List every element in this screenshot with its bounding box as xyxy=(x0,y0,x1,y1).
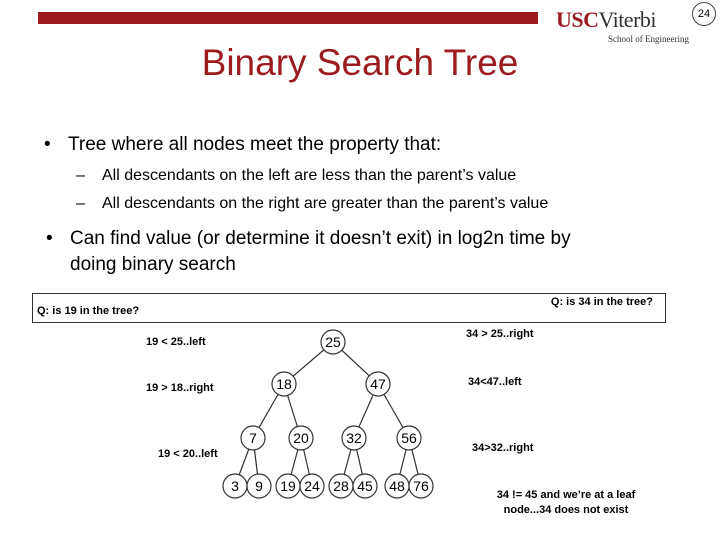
tree-node-label: 24 xyxy=(304,478,320,494)
tree-node-label: 56 xyxy=(401,430,417,446)
sub-bullet-1-text: All descendants on the left are less than the parent’s value xyxy=(102,167,517,184)
tree-node-label: 45 xyxy=(357,478,373,494)
logo-school: School of Engineering xyxy=(608,34,689,44)
tree-node-9 xyxy=(247,474,271,498)
tree-node-label: 32 xyxy=(346,430,362,446)
bullet-2-text-line1: Can find value (or determine it doesn’t exit) in log2n time by xyxy=(70,228,571,249)
tree-node-19 xyxy=(276,474,300,498)
question-left: Q: is 19 in the tree? xyxy=(37,305,140,317)
slide-title: Binary Search Tree xyxy=(201,42,519,83)
tree-node-7 xyxy=(241,426,265,450)
tree-node-18 xyxy=(272,372,296,396)
question-right: Q: is 34 in the tree? xyxy=(550,296,653,308)
tree-node-24 xyxy=(300,474,324,498)
tree-node-76 xyxy=(409,474,433,498)
right-annotation-2: 34<47..left xyxy=(468,376,522,388)
tree-node-label: 48 xyxy=(389,478,405,494)
right-annotation-3: 34>32..right xyxy=(472,442,534,454)
tree-node-label: 76 xyxy=(413,478,429,494)
left-annotation-1: 19 < 25..left xyxy=(146,336,206,348)
tree-node-label: 25 xyxy=(325,334,341,350)
logo-usc: USC xyxy=(556,7,599,32)
logo-viterbi: Viterbi xyxy=(598,7,657,32)
bullet-1-text: Tree where all nodes meet the property that: xyxy=(68,134,442,155)
tree-node-label: 20 xyxy=(293,430,309,446)
tree-node-3 xyxy=(223,474,247,498)
tree-node-56 xyxy=(397,426,421,450)
tree-node-20 xyxy=(289,426,313,450)
dash-marker: – xyxy=(76,195,85,212)
left-annotation-2: 19 > 18..right xyxy=(146,382,214,394)
tree-node-label: 28 xyxy=(333,478,349,494)
right-annotation-1: 34 > 25..right xyxy=(466,328,534,340)
tree-node-label: 19 xyxy=(280,478,296,494)
tree-node-48 xyxy=(385,474,409,498)
slide-number: 24 xyxy=(692,2,716,26)
tree-node-47 xyxy=(366,372,390,396)
tree-node-32 xyxy=(342,426,366,450)
tree-node-label: 47 xyxy=(370,376,386,392)
tree-node-label: 18 xyxy=(276,376,292,392)
conclusion-note: 34 != 45 and we’re at a leaf node...34 does not exist xyxy=(496,489,636,516)
bullet-2-text-line2: doing binary search xyxy=(70,254,236,275)
sub-bullet-2-text: All descendants on the right are greater than the parent’s value xyxy=(102,195,549,212)
left-annotation-3: 19 < 20..left xyxy=(158,448,218,460)
tree-node-28 xyxy=(329,474,353,498)
tree-node-label: 9 xyxy=(255,478,263,494)
tree-node-label: 3 xyxy=(231,478,239,494)
bullet-dot: • xyxy=(44,134,51,155)
dash-marker: – xyxy=(76,167,85,184)
bullet-dot: • xyxy=(46,228,53,249)
tree-node-45 xyxy=(353,474,377,498)
tree-node-25 xyxy=(321,330,345,354)
tree-node-label: 7 xyxy=(249,430,257,446)
